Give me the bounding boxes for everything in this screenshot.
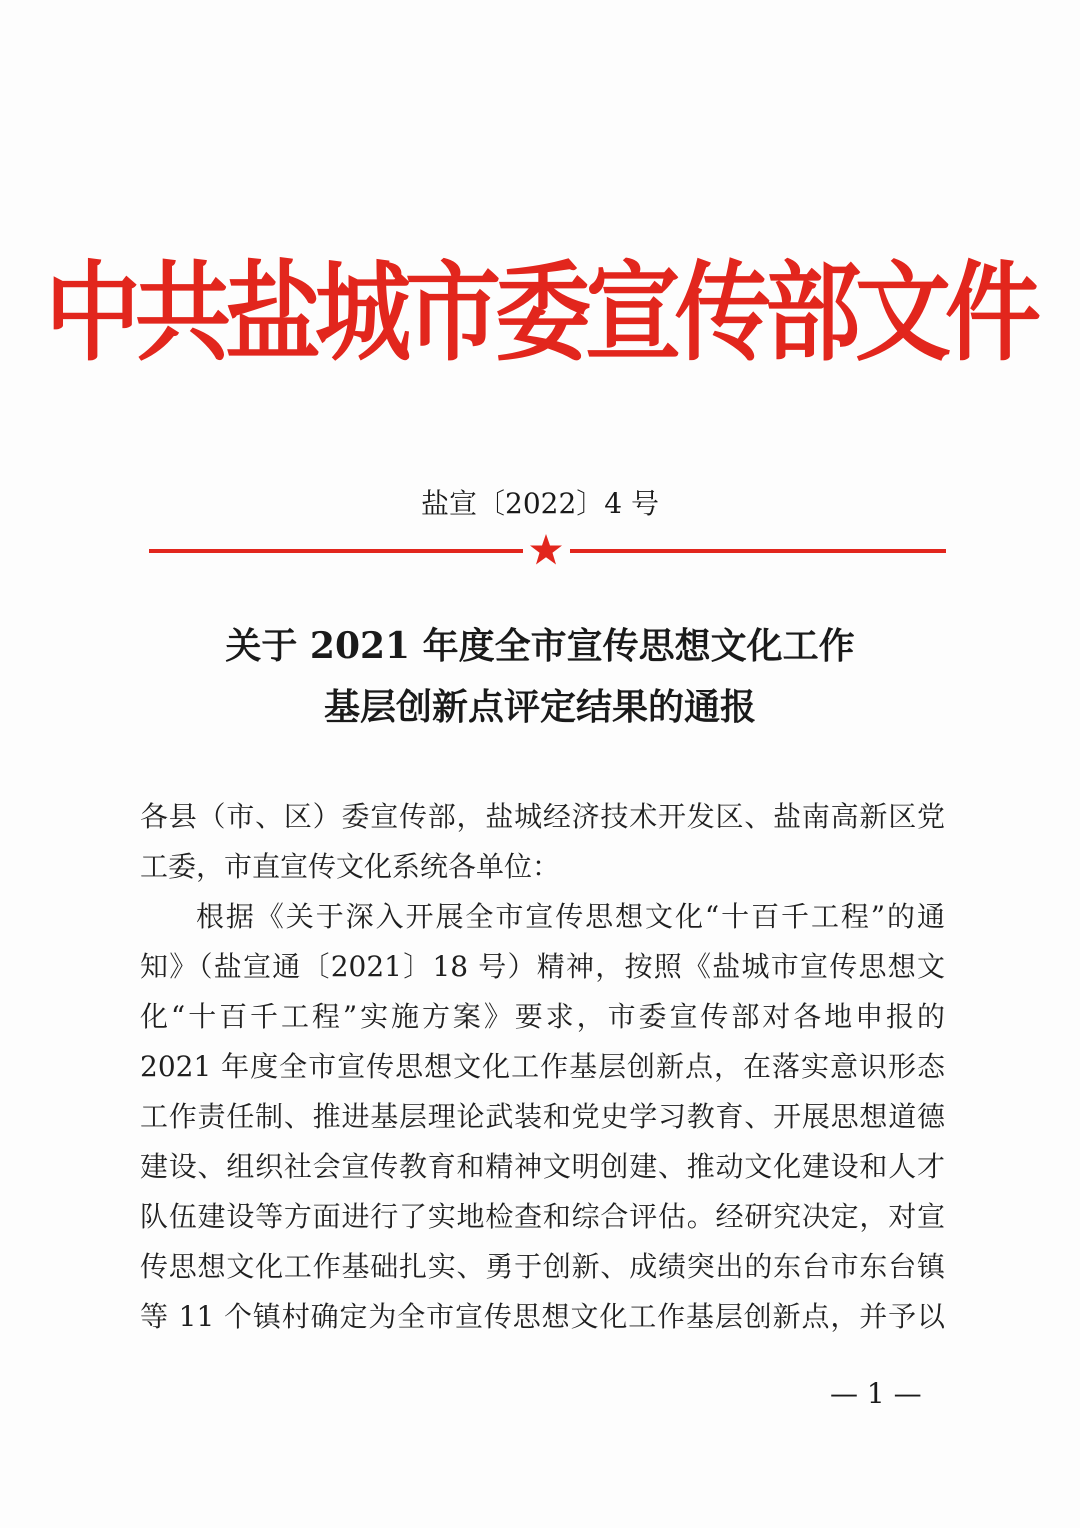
body-line: 2021 年度全市宣传思想文化工作基层创新点，在落实意识形态 [140, 1050, 945, 1083]
body-line: 化“十百千工程”实施方案》要求，市委宣传部对各地申报的 [140, 1000, 945, 1033]
body-line: 传思想文化工作基础扎实、勇于创新、成绩突出的东台市东台镇 [140, 1250, 945, 1283]
notice-title-line-2: 基层创新点评定结果的通报 [323, 686, 756, 728]
document-number: 盐宣〔2022〕4 号 [421, 487, 659, 520]
body-line: 等 11 个镇村确定为全市宣传思想文化工作基层创新点，并予以 [140, 1300, 945, 1333]
star-icon [529, 533, 563, 567]
notice-title-line-1: 关于 2021 年度全市宣传思想文化工作 [225, 625, 855, 667]
body-line: 工作责任制、推进基层理论武装和党史学习教育、开展思想道德 [140, 1100, 945, 1133]
body-line: 知》（盐宣通〔2021〕18 号）精神，按照《盐城市宣传思想文 [140, 950, 945, 983]
body-line: 各县（市、区）委宣传部，盐城经济技术开发区、盐南高新区党 [140, 800, 945, 833]
body-line: 工委，市直宣传文化系统各单位： [140, 850, 561, 883]
org-header-title: 中共盐城市委宣传部文件 [45, 250, 1035, 376]
body-line: 建设、组织社会宣传教育和精神文明创建、推动文化建设和人才 [140, 1150, 945, 1183]
body-line: 根据《关于深入开展全市宣传思想文化“十百千工程”的通 [196, 900, 945, 933]
body-line: 队伍建设等方面进行了实地检查和综合评估。经研究决定，对宣 [140, 1200, 945, 1233]
red-divider-right [570, 549, 946, 553]
page-number: — 1 — [830, 1377, 922, 1410]
red-divider-left [149, 549, 523, 553]
